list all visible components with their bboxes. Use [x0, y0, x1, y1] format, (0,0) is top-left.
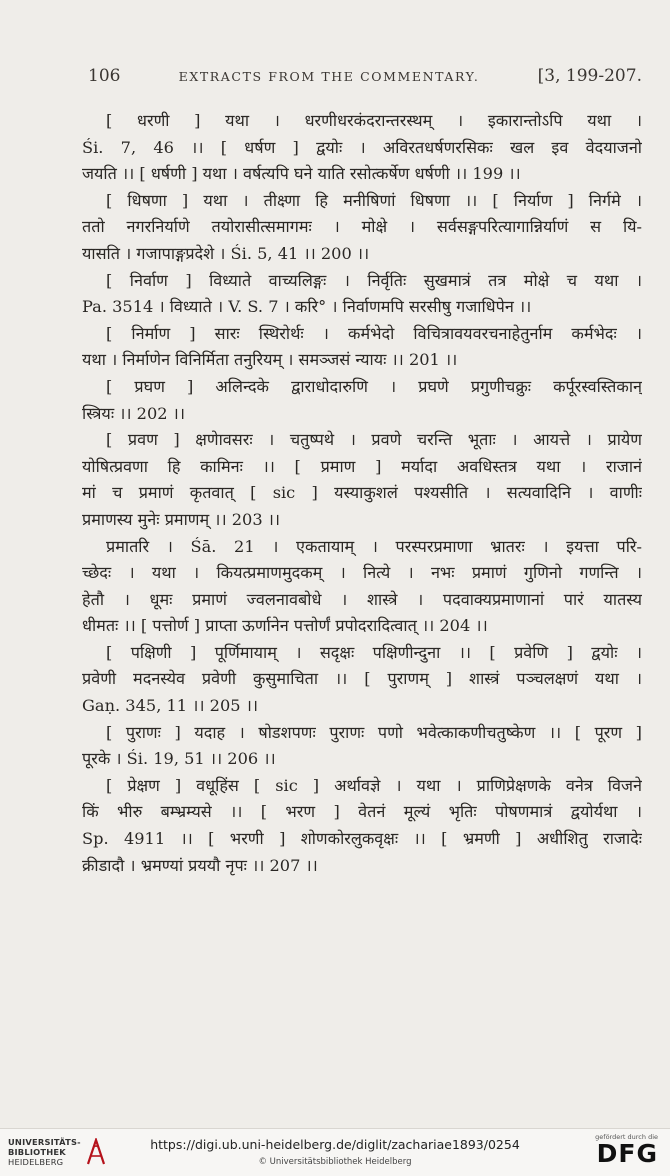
text-line: [ पुराणः ] यदाह । षोडशपणः पुराणः पणो भवेत्काकणीचतुष्केण ।। [ पूरण ] — [106, 722, 642, 742]
text-line: यासति । गजापाङ्गप्रदेशे । Śi. 5, 41 ।। 200 ।। — [82, 243, 370, 263]
text-line: Gaṇ. 345, 11 ।। 205 ।। — [82, 696, 258, 716]
text-line: प्रमाणस्य मुनेः प्रमाणम् ।। 203 ।। — [82, 509, 281, 529]
text-line: [ प्रेक्षण ] वधूहिंस [ sic ] अर्थावज्ञे । यथा । प्राणिप्रेक्षणके वनेत्र विजने — [106, 775, 642, 795]
text-line: [ धरणी ] यथा । धरणीधरकंदरान्तरस्थम् । इकारान्तोऽपि यथा । — [106, 111, 642, 130]
text-line: [ निर्वाण ] विध्याते वाच्यलिङ्गः । निर्वृतिः सुखमात्रं तत्र मोक्षे च यथा । — [106, 270, 642, 290]
text-line: प्रमातरि । Śā. 21 । एकतायाम् । परस्परप्रमाणा भ्रातरः । इयत्ता परि- — [106, 536, 642, 556]
text-line: मां च प्रमाणं कृतवात् [ sic ] यस्याकुशलं पश्यसीति । सत्यवादिनि । वाणीः — [82, 483, 642, 503]
text-line: Sp. 4911 ।। [ भरणी ] शोणकोरलुकवृक्षः ।। [ भ्रमणी ] अधीशितु राजादेः — [82, 829, 642, 849]
text-line: [ निर्माण ] सारः स्थिरोर्थः । कर्मभेदो विचित्रावयवरचनाहेतुर्नाम कर्मभेदः । — [106, 323, 642, 343]
dfg-logo-text: DFG — [596, 1139, 658, 1168]
text-line: जयति ।। [ धर्षणी ] यथा । वर्षत्यपि घने याति रसोत्कर्षेण धर्षणी ।। 199 ।। — [82, 164, 521, 184]
text-line: स्त्रियः ।। 202 ।। — [82, 403, 185, 423]
text-line: प्रवेणी मदनस्येव प्रवेणी कुसुमाचिता ।। [ पुराणम् ] शास्त्रं पञ्चलक्षणं यथा । — [82, 669, 642, 689]
text-line: Śi. 7, 46 ।। [ धर्षण ] द्वयोः । अविरतधर्षणरसिकः खल इव वेदयाजनो — [82, 137, 642, 157]
text-line: Pa. 3514 । विध्याते । V. S. 7 । करि° । निर्वाणमपि सरसीषु गजाधिपेन ।। — [82, 297, 532, 317]
section-reference: [3, 199-207. — [537, 66, 642, 86]
viewer-footer — [0, 1128, 670, 1176]
permalink-url[interactable]: https://digi.ub.uni-heidelberg.de/diglit/zachariae1893/0254 — [150, 1137, 520, 1152]
funding-label: gefördert durch die — [595, 1133, 658, 1141]
page-header — [88, 66, 642, 98]
commentary-text — [82, 108, 642, 879]
library-name-line2: BIBLIOTHEK — [8, 1147, 66, 1157]
page-number: 106 — [88, 66, 121, 86]
text-line: ततो नगरनिर्याणे तयोरासीत्समागमः । मोक्षे । सर्वसङ्गपरित्यागान्निर्याणं स यि- — [82, 217, 642, 237]
text-line: हेतौ । धूमः प्रमाणं ज्वलनावबोधे । शास्त्रे । पदवाक्यप्रमाणानां पारं यातस्य — [82, 589, 642, 609]
copyright-notice: © Universitätsbibliothek Heidelberg — [258, 1157, 412, 1167]
text-line: [ धिषणा ] यथा । तीक्ष्णा हि मनीषिणां धिषणा ।। [ निर्याण ] निर्गमे । — [106, 190, 642, 210]
text-line: धीमतः ।। [ पत्तोर्ण ] प्राप्ता ऊर्णानेन पत्तोर्णं प्रपोदरादित्वात् ।। 204 ।। — [82, 616, 488, 636]
running-title: EXTRACTS FROM THE COMMENTARY. — [178, 69, 480, 84]
library-name-line3: HEIDELBERG — [8, 1157, 64, 1167]
text-line: [ प्रवण ] क्षणेावसरः । चतुष्पथे । प्रवणे चरन्ति भूताः । आयत्ते । प्रायेण — [106, 430, 642, 450]
text-line: च्छेदः । यथा । कियत्प्रमाणमुदकम् । नित्ये । नभः प्रमाणं गुणिनो गणन्ति । — [82, 563, 642, 583]
text-line: पूरके । Śi. 19, 51 ।। 206 ।। — [82, 749, 276, 769]
text-line: यथा । निर्माणेन विनिर्मिता तनुरियम् । समञ्जसं न्यायः ।। 201 ।। — [82, 350, 458, 370]
text-line: क्रीडादौ । भ्रमण्यां प्रययौ नृपः ।। 207 ।। — [82, 855, 318, 875]
library-name-line1: UNIVERSITÄTS- — [8, 1137, 81, 1147]
text-line: [ पक्षिणी ] पूर्णिमायाम् । सदृक्षः पक्षिणीन्दुना ।। [ प्रवेणि ] द्वयोः । — [106, 642, 642, 662]
text-line: योषित्प्रवणा हि कामिनः ।। [ प्रमाण ] मर्यादा अवधिस्तत्र यथा । राजानं — [82, 456, 642, 476]
funder-logo[interactable] — [595, 1133, 658, 1167]
text-line: [ प्रघण ] अलिन्दके द्वाराधोदारुणि । प्रघणे प्रगुणीचक्रुः कर्पूरस्वस्तिकान् — [106, 376, 642, 396]
text-line: किं भीरु बम्भ्रम्यसे ।। [ भरण ] वेतनं मूल्यं भृतिः पोषणमात्रं द्वयोर्यथा । — [82, 802, 642, 822]
